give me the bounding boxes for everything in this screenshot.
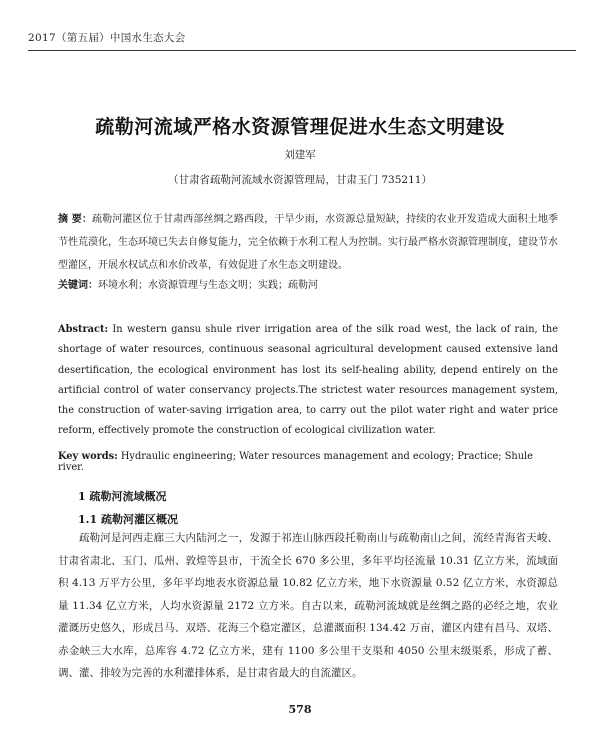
keywords-chinese-text: 环境水利；水资源管理与生态文明；实践；疏勒河 <box>98 280 318 291</box>
abstract-chinese <box>58 208 558 277</box>
keywords-chinese-label: 关键词： <box>58 280 98 291</box>
abstract-chinese-text: 疏勒河灌区位于甘肃西部丝绸之路西段，干旱少雨，水资源总量短缺，持续的农业开发造成大面积土地季节性荒漠化，生态环境已失去自修复能力，完全依赖于水利工程人为控制。实行最严格水资源管理制度，建设节水型灌区，开展水权试点和水价改革，有效促进了水生态文明建设。 <box>58 214 558 271</box>
abstract-english-label: Abstract: <box>58 324 109 335</box>
section-1-1-body: 疏勒河是河西走廊三大内陆河之一，发源于祁连山脉西段托勒南山与疏勒南山之间，流经青海省天峻、甘肃省肃北、玉门、瓜州、敦煌等县市，干流全长 670 多公里，多年平均径流量 10.31 亿立方米，流域面积 4.13 万平方公里，多年平均地表水资源总量 10.82 亿立方米，地下水资源量 0.52 亿立方米，水资源总量 11.34 亿立方米，人均水资源量 2172 立方米。自古以来，疏勒河流域就是丝绸之路的必经之地，农业灌溉历史悠久，形成吕马、双塔、花海三个稳定灌区，总灌溉面积 134.42 万亩，灌区内建有昌马、双塔、赤金峡三大水库，总库容 4.72 亿立方米，建有 1100 多公里干支渠和 4050 公里末级渠系，形成了蓄、调、灌、排较为完善的水利灌排体系，是甘肃省最大的自流灌区。 <box>58 532 558 679</box>
section-1-heading: 1 疏勒河流域概况 <box>78 490 167 503</box>
keywords-english-text: Hydraulic engineering; Water resources management and ecology; Practice; Shule river. <box>58 451 533 473</box>
author-name: 刘建军 <box>284 149 316 161</box>
page-number: 578 <box>288 703 312 716</box>
author-affiliation: （甘肃省疏勒河流域水资源管理局，甘肃玉门 735211） <box>168 174 432 186</box>
keywords-english <box>58 451 558 473</box>
keywords-english-label: Key words: <box>58 451 118 462</box>
section-1-1-heading: 1.1 疏勒河灌区概况 <box>78 513 178 526</box>
header-rule <box>28 50 576 51</box>
keywords-chinese <box>58 276 558 291</box>
abstract-english <box>58 320 558 442</box>
running-header: 2017（第五届）中国水生态大会 <box>28 32 186 44</box>
abstract-chinese-label: 摘 要： <box>58 214 93 225</box>
paper-title: 疏勒河流域严格水资源管理促进水生态文明建设 <box>95 116 505 138</box>
abstract-english-text: In western gansu shule river irrigation area of the silk road west, the lack of rain, the shortage of water resources, continuous seasonal agricultural development caused extensive land desertification, the ecological environment has lost its self-healing ability, depend entirely on the artificial control of water conservancy projects.The strictest water resources management system, the construction of water-saving irrigation area, to carry out the pilot water right and water price reform, effectively promote the construction of ecological civilization water. <box>58 324 558 437</box>
